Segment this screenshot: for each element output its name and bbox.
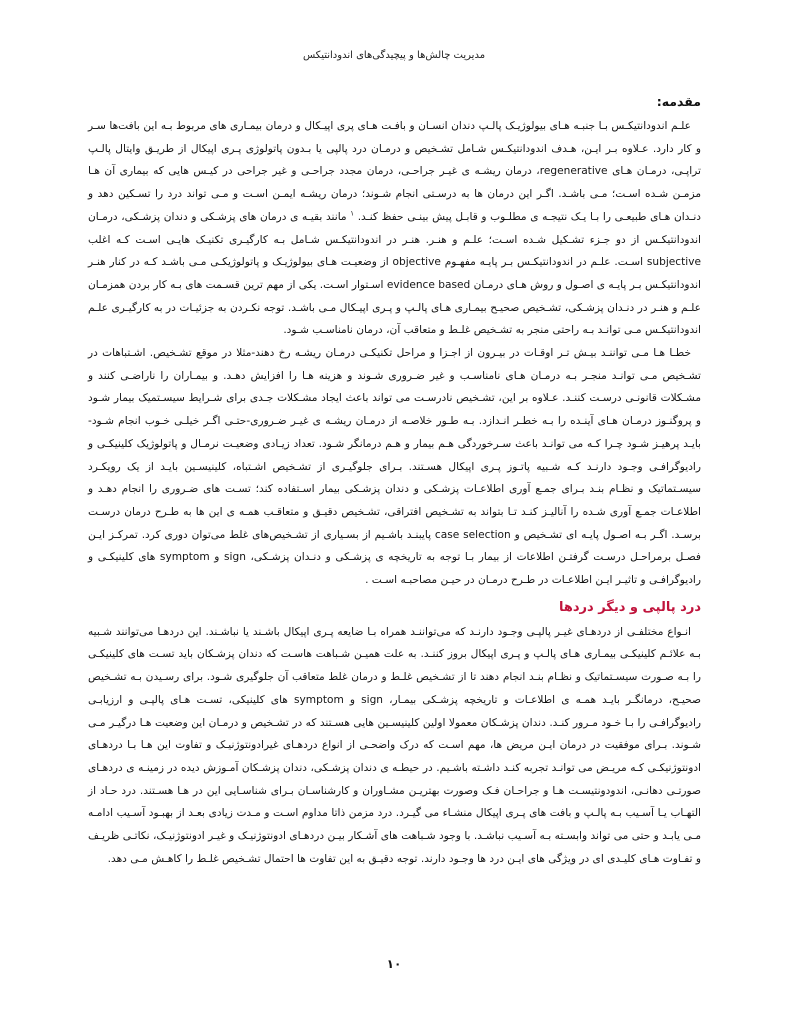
intro-heading: مقدمه: [656, 94, 701, 109]
page-number: ۱۰ [386, 957, 402, 971]
section-heading: درد پالپی و دیگر دردها [558, 599, 701, 615]
intro-paragraph-1 [88, 115, 701, 342]
intro-paragraph-2: خطـا هـا مـی تواننـد بیـش تـر اوقـات در بیـرون از اجـزا و مراحل تکنیکـی درمـان ریشـه رخ دهند-مثلا در موقع تشـخیص. اشـتباهات در تشـخیص مـی توانـد منجـر بـه درمـان هـای نامناسـب و غیر ضـروری شـوند و هزینه هـا را افزایش دهـد. و بیمـاران را ناراضـی کنند و مشـکلات قانونـی درسـت کننـد. عـلاوه بر این، تشـخیص نادرسـت می تواند باعث ایجاد مشـکلات جـدی برای شـرایط سیسـتمیک بیمار شـود و پروگنـوز درمـان هـای آینـده را بـه خطـر انـدازد. بـه طـور خلاصـه از درمـان ریشـه ی غیـر ضـروری-حتـی اگـر خیلـی خـوب انجام شـود- بایـد پرهیـز شـود چـرا کـه می توانـد باعث سـرخوردگی هـم بیمار و هـم درمانگر شـود. تعداد زیـادی وضعیـت نرمـال و پاتولوژیک کلینیکـی و رادیوگرافـی وجـود دارنـد کـه شـبیه پاتـوز پـری اپیکال هسـتند. بـرای جلوگیـری از تشـخیص اشـتباه، کلینیسـین بایـد از یک رویکـرد سیسـتماتیک و نظـام بنـد بـرای جمـع آوری اطلاعـات پزشـکی و دندان پزشـکی بیمار اسـتفاده کند؛ تسـت های ضـروری را انجام دهـد و اطلاعـات جمـع آوری شـده را آنالیـز کنـد تـا بتواند به تشـخیص افتراقی، تشـخیص دقیـق و متعاقـب همـه ی این ها به طـرح درمان درسـت برسـد. اگـر بـه اصـول پایـه ای تشـخیص و case selection پایبنـد باشـیم از بسـیاری از تشـخیص‌های غلط می‌توان دوری کرد. تمرکـز ایـن فصـل برمراحـل درسـت گرفتـن اطلاعات از بیمار بـا توجه به تاریخچه ی پزشـکی و دنـدان پزشـکی، sign و symptom های کلینیکـی و رادیوگرافـی و تاثیـر ایـن اطلاعـات در طـرح درمـان در حیـن مصاحبـه اسـت . [88, 347, 702, 587]
intro-paragraph-1-cont: مانند بقیـه ی درمان های پزشـکی و دندان پزشـکی، درمـان اندودانتیکـس از دو جـزء تشـکیل شـده اسـت؛ علـم و هنـر. هنـر در اندودانتیکـس شـامل بـه کارگیـری تکنیـک هایـی اسـت کـه اغلب subjective اسـت. علـم در اندودانتیکـس بـر پایـه مفهـوم objective از وضعیـت هـای بیولوژیـک و پاتولوژیکـی مـی باشـد کـه در کنار هنـر اندودانتیکـس بـر پایـه ی اصـول و روش هـای درمـان evidence based اسـتوار اسـت. یکی از مهم ترین قسـمت های بـه کار بردن همزمـان علـم و هنـر در دنـدان پزشـکی، تشـخیص صحیـح بیمـاری هـای پالـپ و پـری اپیـکال مـی باشـد. توجه نکـردن به جزئیـات در به کارگیـری علـم اندودانتیکـس مـی توانـد بـه راحتی منجر به تشـخیص غلـط و متعاقب آن، درمان نامناسـب شـود. [87, 210, 701, 337]
page-content [88, 94, 701, 871]
running-header: مدیریت چالش‌ها و پیچیدگی‌های اندودانتیکس [302, 50, 486, 61]
footnote-marker[interactable]: ۱ [350, 209, 355, 218]
section-paragraph-1: انـواع مختلفـی از دردهـای غیـر پالپـی وجـود دارنـد که می‌تواننـد همراه بـا ضایعه پـری اپیکال باشـند یا نباشـند. این دردهـا می‌توانند شـبیه بـه علائـم کلینیکـی بیمـاری هـای پالـپ و پـری اپیکال بروز کننـد. به علت همیـن شـباهت هاسـت که دندان پزشـکان باید تسـت های کلینیکـی را بـه صـورت سیسـتماتیک و نظـام بنـد انجام دهند تا از تشـخیص غلـط و درمان غلط متعاقب آن جلوگیری شـود. برای رسـیدن بـه تشـخیص صحیـح، درمانگـر بایـد همـه ی اطلاعـات و تاریخچه پزشـکی بیمـار، sign و symptom های کلینیکی، تسـت هـای پالپـی و ارزیابـی رادیوگرافـی را بـا خـود مـرور کنـد. دندان پزشـکان معمولا اولین کلینیسـین هایی هسـتند که در تشـخیص و درمـان این وضعیت هـا درگیـر مـی شـوند. بـرای موفقیت در درمان ایـن مریض ها، مهم اسـت که درک واضحـی از انواع دردهـای غیرادونتوژنیـک و تفاوت این هـا بـا دردهـای ادونتوژنیکـی کـه مریـض می توانـد تجربه کنـد داشـته باشـیم. در حیطـه ی دندان پزشـکی، دندان پزشـکان آمـوزش دیده در زمینـه ی دردهـای صورتـی دهانـی، اندودونتیسـت هـا و جراحـان فـک وصورت بهتریـن مشـاوران و کارشناسـان بـرای شناسـایی این در هـا هسـتند. درد حـاد از التهـاب یـا آسـیب بـه پالـپ و بافت های پـری اپیکال منشـاء می گیـرد. درد مزمن ذاتا مداوم اسـت و مـدت زیادی بعـد از بهبـود آسـیب ادامـه مـی یابـد و حتی می تواند وابسـته بـه آسـیب نباشـد. با وجود شـباهت های آشـکار بیـن دردهـای ادونتوژنیـک و غیـر ادونتوژنیـک، نکاتـی ظریـف و تفـاوت هـای کلیـدی ای در ویژگی های ایـن درد ها وجـود دارند. توجه دقیـق به این تفاوت ها احتمال تشـخیص غلـط را کاهـش مـی دهد. [88, 625, 702, 865]
intro-paragraph-1-text: علـم اندودانتیکـس بـا جنبـه هـای بیولوژیـک پالـپ دندان انسـان و بافـت هـای پری اپیـکال و درمان بیمـاری های مربوط بـه این بافت‌ها سـر و کار دارد. عـلاوه بـر ایـن، هـدف اندودانتیکـس شـامل تشـخیص و درمـان درد پالپی یا بـدون پاتولوژی پـری اپیکال از طریـق وایتال پالـپ تراپـی، درمـان هـای regenerative، درمان ریشـه ی غیـر جراحـی، درمان مجدد جراحـی و غیر جراحی در کیـس هایی که بیماری آن هـا مزمـن شـده اسـت؛ مـی باشـد. اگـر این درمان ها به درسـتی انجام شـوند؛ درمان ریشـه ایمـن اسـت و مـی تواند درد را تسـکین دهد و دنـدان هـای طبیعـی را بـا یـک نتیجـه ی مطلـوب و قابـل پیش بینـی حفظ کنـد. [88, 120, 701, 223]
